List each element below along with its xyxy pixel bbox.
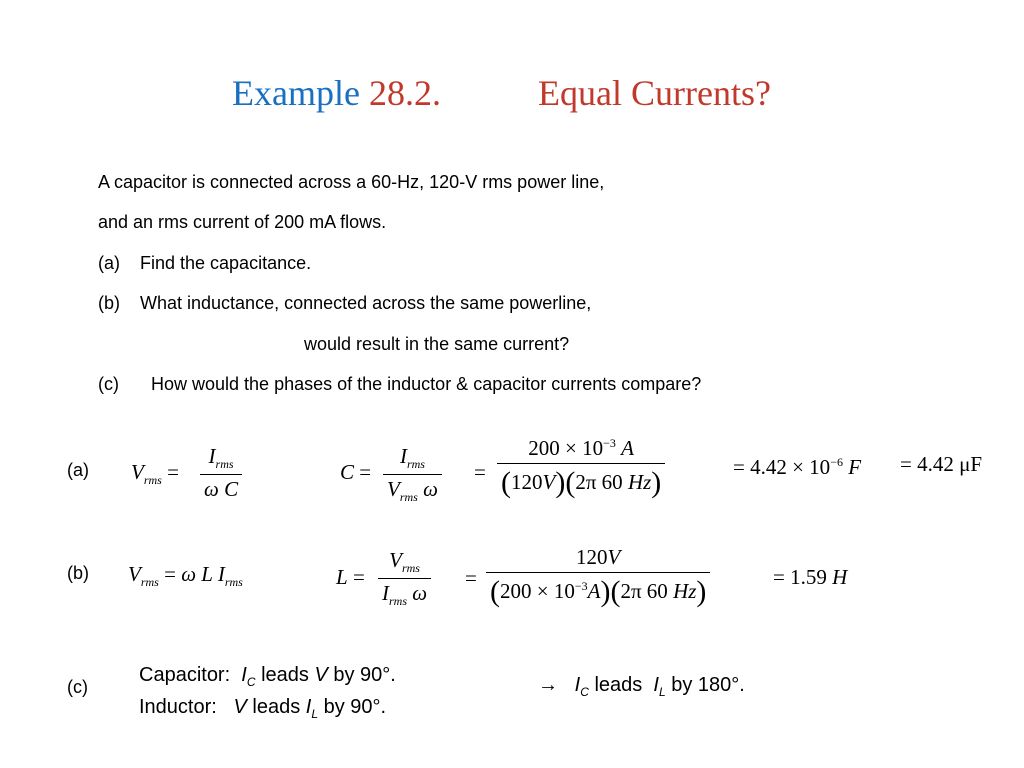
eq-a-result: = $4.42 \times 10^{-6}$ F <box>733 455 862 479</box>
b-den-1-unit: A <box>587 579 601 603</box>
eq-a-equals: = <box>474 460 486 484</box>
a-den-1: 120 <box>511 470 543 494</box>
solution-b-label: (b) <box>67 563 89 583</box>
part-b-label: (b) <box>98 293 120 313</box>
a-num-exp: −3 <box>603 436 616 450</box>
a-num: 200 × 10 <box>528 436 604 460</box>
eq-b-result: = 1.59 H <box>773 565 848 589</box>
part-a-label: (a) <box>98 253 120 273</box>
part-b-text: What inductance, connected across the same powerline, <box>140 293 592 313</box>
b-den-1-exp: −3 <box>574 579 588 593</box>
part-c-label: (c) <box>98 374 119 394</box>
eq-a-c: C = <box>340 460 372 484</box>
eq-b-frac-1: $V_{rms}$ $I_{rms}$ ω <box>378 548 431 609</box>
solution-a-label: (a) <box>67 460 89 480</box>
b-num-unit: V <box>607 545 621 569</box>
c-inductor-line: Inductor: V leads $I_L$ by 90°. <box>139 696 387 721</box>
eq-a-frac-3: $200 \times 10^{-3}$ A (120V)(2π 60 Hz) <box>497 436 665 500</box>
b-den-2: 2π 60 <box>620 579 668 603</box>
b-den-2-unit: Hz <box>673 579 697 603</box>
a-den-2-unit: Hz <box>627 470 652 494</box>
b-den-1: 200 × 10 <box>500 579 575 603</box>
c-capacitor-line: Capacitor: $I_C$ leads V by 90°. <box>139 664 396 689</box>
a-num-unit: A <box>621 436 634 460</box>
part-a-text: Find the capacitance. <box>140 253 312 273</box>
slide-heading: Equal Currents? <box>538 73 771 113</box>
a-den-2: 2π 60 <box>575 470 623 494</box>
part-b-text-2: would result in the same current? <box>304 334 570 354</box>
eq-a-vrms: $V_{rms}$ = <box>131 460 179 487</box>
eq-b-frac-2: 120V $(200 \times 10^{-3}A)(2\pi$ 60 Hz) <box>486 545 710 609</box>
eq-b-equals: = <box>465 566 477 590</box>
eq-b-vrms: $V_{rms} = \omega$ L $I_{rms}$ <box>128 562 243 589</box>
part-c-text: How would the phases of the inductor & capacitor currents compare? <box>151 374 702 394</box>
solution-c-label: (c) <box>67 677 88 697</box>
arrow-icon: → <box>538 674 558 696</box>
c-conclusion: → $I_C$ leads $I_L$ by 180°. <box>538 674 745 699</box>
eq-b-l: L = <box>336 565 365 589</box>
eq-a-frac-2: $I_{rms}$ $V_{rms}$ ω <box>383 444 442 505</box>
eq-a-result-muf: = 4.42 μF <box>900 452 983 476</box>
eq-a-frac-1: $I_{rms}$ ω C <box>200 444 242 502</box>
problem-line-2: and an rms current of 200 mA flows. <box>98 212 387 232</box>
problem-line-1: A capacitor is connected across a 60-Hz, 120-V rms power line, <box>98 172 605 192</box>
b-num: 120 <box>576 545 608 569</box>
a-den-1-unit: V <box>542 470 556 494</box>
example-number: 28.2. <box>368 73 441 113</box>
slide-title <box>232 72 441 114</box>
example-label: Example <box>232 73 360 113</box>
